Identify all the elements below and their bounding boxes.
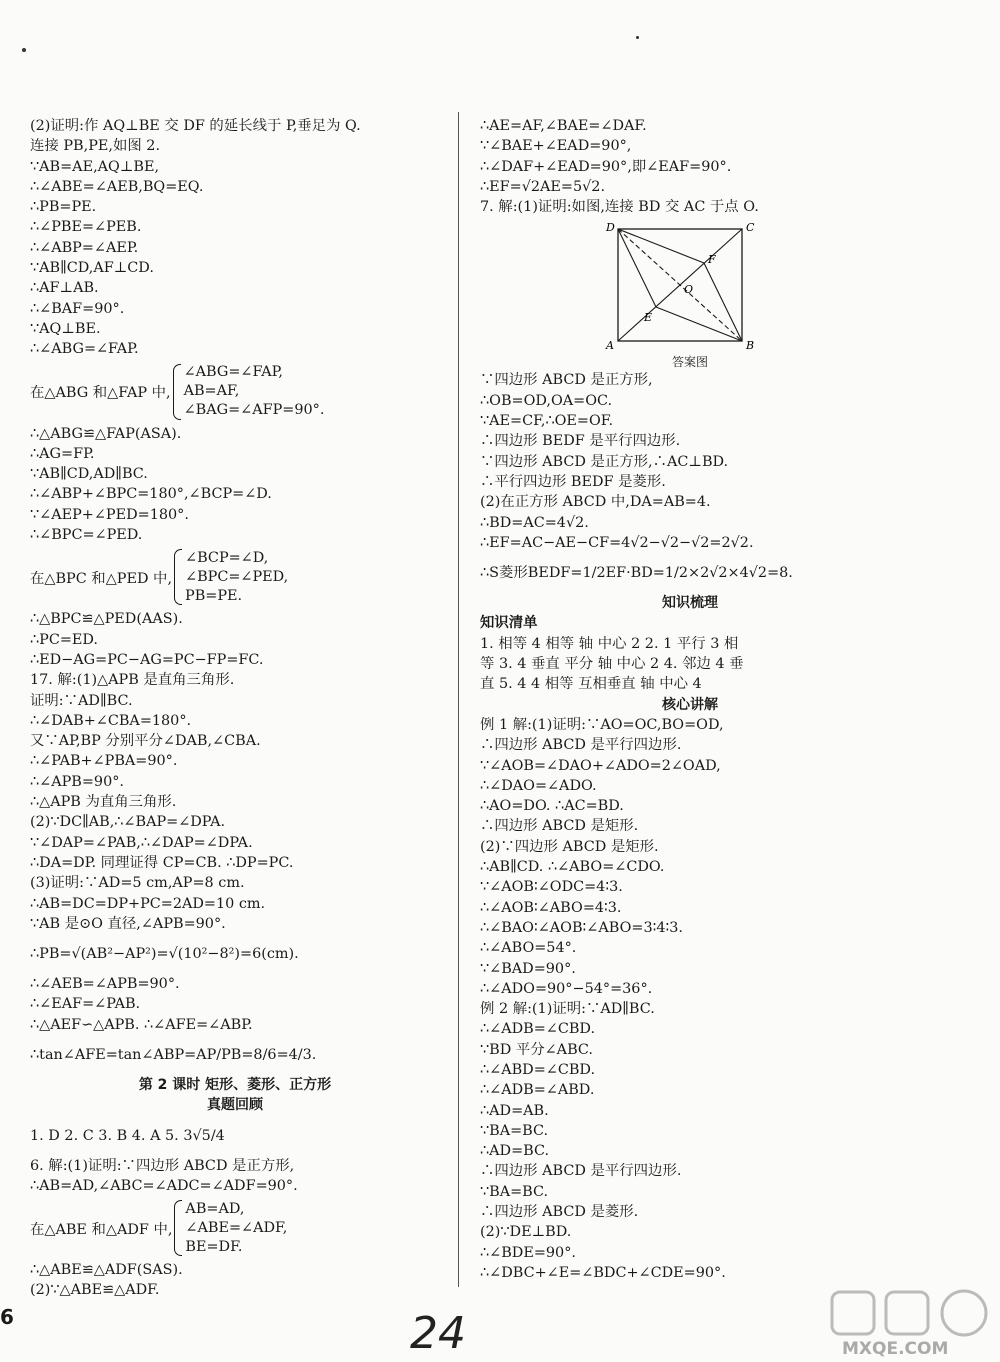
text-line: ∵∠AOB=∠DAO+∠ADO=2∠OAD, bbox=[480, 757, 721, 774]
system-condition: ∠ABG=∠FAP, bbox=[183, 364, 283, 381]
text-line: ∴∠PAB+∠PBA=90°. bbox=[30, 753, 178, 770]
text-line: 证明:∵AD∥BC. bbox=[30, 692, 133, 709]
text-line: ∴四边形 ABCD 是平行四边形. bbox=[480, 737, 682, 754]
text-line: ∵BA=BC. bbox=[480, 1183, 549, 1200]
text-line: ∵∠BAE+∠EAD=90°, bbox=[480, 138, 632, 155]
text-line: ∵AB 是⊙O 直径,∠APB=90°. bbox=[30, 915, 226, 932]
text-line: ∴△AEF∽△APB. ∴∠AFE=∠ABP. bbox=[30, 1016, 253, 1033]
text-line: ∴∠PBE=∠PEB. bbox=[30, 219, 142, 236]
text-line: (2)在正方形 ABCD 中,DA=AB=4. bbox=[480, 494, 711, 511]
right-column-top bbox=[480, 116, 900, 217]
text-line: 例 2 解:(1)证明:∵AD∥BC. bbox=[480, 1001, 655, 1018]
system-intro: 在△ABG 和△FAP 中, bbox=[30, 385, 171, 402]
text-line: ∴四边形 BEDF 是平行四边形. bbox=[480, 433, 681, 450]
text-line: 直 5. 4 4 相等 互相垂直 轴 中心 4 bbox=[480, 676, 702, 693]
text-line: ∵BD 平分∠ABC. bbox=[480, 1041, 593, 1058]
text-line: ∴四边形 ABCD 是平行四边形. bbox=[480, 1163, 682, 1180]
text-line: ∴AB∥CD. ∴∠ABO=∠CDO. bbox=[480, 859, 665, 876]
text-line: ∴∠DAO=∠ADO. bbox=[480, 777, 597, 794]
label-a: A bbox=[606, 339, 614, 352]
text-line: ∴∠ADB=∠CBD. bbox=[480, 1021, 596, 1038]
text-line: ∴∠BPC=∠PED. bbox=[30, 527, 143, 544]
text-line: (2)证明:作 AQ⊥BE 交 DF 的延长线于 P,垂足为 Q. bbox=[30, 118, 361, 134]
text-line: ∴AG=FP. bbox=[30, 445, 95, 462]
label-c: C bbox=[746, 221, 755, 235]
label-e: E bbox=[644, 311, 653, 325]
text-line: ∴AO=DO. ∴AC=BD. bbox=[480, 798, 624, 815]
system-condition: ∠ABE=∠ADF, bbox=[185, 1219, 288, 1236]
text-line: ∴∠ADO=90°−54°=36°. bbox=[480, 980, 653, 997]
system-condition: PB=PE. bbox=[185, 587, 243, 604]
text-line: ∵∠BAD=90°. bbox=[480, 960, 576, 977]
text-line: ∴∠BAF=90°. bbox=[30, 300, 125, 317]
text-line: ∴AD=AB. bbox=[480, 1102, 549, 1119]
text-line: ∴DA=DP. 同理证得 CP=CB. ∴DP=PC. bbox=[30, 854, 294, 871]
text-line: ∵∠AOB∶∠ODC=4∶3. bbox=[480, 879, 623, 896]
section-heading: 第 2 课时 矩形、菱形、正方形 bbox=[138, 1076, 332, 1093]
text-line: ∴四边形 ABCD 是菱形. bbox=[480, 1204, 639, 1221]
brace-symbol bbox=[174, 1200, 182, 1256]
system-conditions bbox=[185, 1200, 287, 1257]
text-line: 连接 PB,PE,如图 2. bbox=[30, 138, 161, 155]
watermark-logo bbox=[828, 1288, 998, 1360]
text-line: ∴∠APB=90°. bbox=[30, 773, 125, 790]
text-line: ∴PB=√(AB²−AP²)=√(10²−8²)=6(cm). bbox=[30, 946, 299, 963]
column-divider bbox=[458, 112, 459, 1287]
text-line: 等 3. 4 垂直 平分 轴 中心 2 4. 邻边 4 垂 bbox=[480, 656, 744, 673]
text-line: ∵BA=BC. bbox=[480, 1122, 549, 1139]
segment-df bbox=[618, 229, 704, 263]
text-line: ∴∠DAF+∠EAD=90°,即∠EAF=90°. bbox=[480, 158, 732, 175]
corner-dot bbox=[636, 36, 639, 39]
text-line: ∵∠AEP+∠PED=180°. bbox=[30, 506, 189, 523]
system-condition: AB=AF, bbox=[183, 383, 240, 400]
section-heading: 知识梳理 bbox=[662, 595, 718, 612]
watermark-text: MXQE.COM bbox=[842, 1339, 949, 1359]
equation-system bbox=[30, 1196, 440, 1260]
section-heading: 核心讲解 bbox=[662, 696, 718, 713]
text-line: ∴∠AOB∶∠ABO=4∶3. bbox=[480, 899, 622, 916]
text-line: ∵四边形 ABCD 是正方形, bbox=[480, 372, 653, 389]
text-line: ∴△APB 为直角三角形. bbox=[30, 794, 177, 811]
text-line: ∴PB=PE. bbox=[30, 199, 97, 216]
text-line: ∴四边形 ABCD 是矩形. bbox=[480, 818, 639, 835]
square-diagram bbox=[600, 221, 780, 351]
text-line: ∴BD=AC=4√2. bbox=[480, 514, 589, 531]
text-line: ∴S菱形BEDF=1/2EF·BD=1/2×2√2×4√2=8. bbox=[480, 565, 793, 582]
text-line: (2)∵△ABE≌△ADF. bbox=[30, 1282, 160, 1299]
corner-dot bbox=[22, 48, 26, 52]
text-line: ∴∠BDE=90°. bbox=[480, 1244, 576, 1261]
label-b: B bbox=[746, 339, 755, 352]
text-line: ∵AB∥CD,AF⊥CD. bbox=[30, 260, 154, 277]
text-line: ∴∠ABP+∠BPC=180°,∠BCP=∠D. bbox=[30, 486, 272, 503]
text-line: ∴△ABE≌△ADF(SAS). bbox=[30, 1262, 183, 1279]
text-line: ∴∠AEB=∠APB=90°. bbox=[30, 976, 180, 993]
text-line: ∴AE=AF,∠BAE=∠DAF. bbox=[480, 118, 647, 134]
text-line: ∴ED−AG=PC−AG=PC−FP=FC. bbox=[30, 651, 264, 668]
text-line: 1. D 2. C 3. B 4. A 5. 3√5/4 bbox=[30, 1127, 225, 1144]
text-line: ∴AB=AD,∠ABC=∠ADC=∠ADF=90°. bbox=[30, 1177, 298, 1194]
segment-eb bbox=[656, 307, 742, 341]
text-line: (3)证明:∵AD=5 cm,AP=8 cm. bbox=[30, 875, 245, 892]
brace-symbol bbox=[174, 549, 182, 605]
text-line: 17. 解:(1)△APB 是直角三角形. bbox=[30, 672, 235, 689]
text-line: ∴∠BAO∶∠AOB∶∠ABO=3∶4∶3. bbox=[480, 919, 683, 936]
text-line: (2)∵DC∥AB,∴∠BAP=∠DPA. bbox=[30, 814, 226, 831]
text-line: 6. 解:(1)证明:∵四边形 ABCD 是正方形, bbox=[30, 1157, 295, 1174]
equation-system bbox=[30, 545, 440, 609]
text-line: ∵∠DAP=∠PAB,∴∠DAP=∠DPA. bbox=[30, 834, 253, 851]
text-line: ∴AB=DC=DP+PC=2AD=10 cm. bbox=[30, 895, 266, 912]
text-line: ∴∠ABG=∠FAP. bbox=[30, 341, 139, 358]
figure-caption: 答案图 bbox=[671, 355, 708, 370]
page-number: 6 bbox=[0, 1305, 14, 1329]
segment-de bbox=[618, 229, 656, 307]
text-line: ∵四边形 ABCD 是正方形,∴AC⊥BD. bbox=[480, 453, 729, 470]
text-line: 7. 解:(1)证明:如图,连接 BD 交 AC 于点 O. bbox=[480, 199, 759, 216]
system-intro: 在△ABE 和△ADF 中, bbox=[30, 1221, 173, 1238]
system-condition: ∠BPC=∠PED, bbox=[185, 568, 289, 585]
handwritten-mark: 24 bbox=[410, 1308, 466, 1359]
section-heading: 真题回顾 bbox=[207, 1097, 263, 1114]
text-line: ∴∠DBC+∠E=∠BDC+∠CDE=90°. bbox=[480, 1264, 726, 1281]
text-line: (2)∵DE⊥BD. bbox=[480, 1224, 572, 1241]
text-line: ∴∠ABO=54°. bbox=[480, 940, 577, 957]
text-line: ∴△ABG≌△FAP(ASA). bbox=[30, 425, 182, 442]
text-line: 1. 相等 4 相等 轴 中心 2 2. 1 平行 3 相 bbox=[480, 635, 739, 652]
segment-fb bbox=[704, 263, 742, 341]
text-line: ∴∠ABD=∠CBD. bbox=[480, 1061, 596, 1078]
text-line: ∵AB∥CD,AD∥BC. bbox=[30, 466, 148, 483]
label-d: D bbox=[606, 221, 615, 235]
text-line: ∵AB=AE,AQ⊥BE, bbox=[30, 158, 160, 175]
text-line: 知识清单 bbox=[480, 615, 538, 632]
text-line: ∴AF⊥AB. bbox=[30, 280, 99, 297]
system-condition: AB=AD, bbox=[185, 1200, 245, 1217]
right-column-bottom bbox=[480, 370, 900, 1283]
right-column bbox=[480, 116, 900, 1283]
text-line: ∴平行四边形 BEDF 是菱形. bbox=[480, 473, 666, 490]
text-line: ∴EF=√2AE=5√2. bbox=[480, 178, 606, 195]
text-line: ∵AQ⊥BE. bbox=[30, 320, 101, 337]
system-condition: BE=DF. bbox=[185, 1238, 243, 1255]
text-line: ∴∠EAF=∠PAB. bbox=[30, 996, 141, 1013]
text-line: ∴∠ADB=∠ABD. bbox=[480, 1082, 595, 1099]
system-conditions bbox=[184, 363, 325, 420]
system-condition: ∠BAG=∠AFP=90°. bbox=[183, 402, 325, 419]
system-condition: ∠BCP=∠D, bbox=[185, 549, 269, 566]
system-conditions bbox=[185, 549, 288, 606]
text-line: (2)∵四边形 ABCD 是矩形. bbox=[480, 838, 659, 855]
text-line: ∴△BPC≌△PED(AAS). bbox=[30, 611, 183, 628]
text-line: 又∵AP,BP 分别平分∠DAB,∠CBA. bbox=[30, 733, 261, 750]
text-line: ∵AE=CF,∴OE=OF. bbox=[480, 413, 614, 430]
square-figure bbox=[600, 221, 780, 370]
text-line: ∴OB=OD,OA=OC. bbox=[480, 392, 613, 409]
text-line: ∴AD=BC. bbox=[480, 1143, 550, 1160]
text-line: ∴EF=AC−AE−CF=4√2−√2−√2=2√2. bbox=[480, 534, 754, 551]
text-line: ∴tan∠AFE=tan∠ABP=AP/PB=8/6=4/3. bbox=[30, 1046, 317, 1063]
text-line: 例 1 解:(1)证明:∵AO=OC,BO=OD, bbox=[480, 716, 724, 733]
system-intro: 在△BPC 和△PED 中, bbox=[30, 570, 173, 587]
label-f: F bbox=[708, 253, 716, 267]
text-line: ∴∠DAB+∠CBA=180°. bbox=[30, 712, 192, 729]
brace-symbol bbox=[173, 364, 181, 420]
left-column bbox=[30, 116, 440, 1301]
label-o: O bbox=[684, 283, 694, 297]
text-line: ∴∠ABE=∠AEB,BQ=EQ. bbox=[30, 178, 204, 195]
text-line: ∴PC=ED. bbox=[30, 631, 99, 648]
equation-system bbox=[30, 360, 440, 424]
text-line: ∴∠ABP=∠AEP. bbox=[30, 239, 139, 256]
